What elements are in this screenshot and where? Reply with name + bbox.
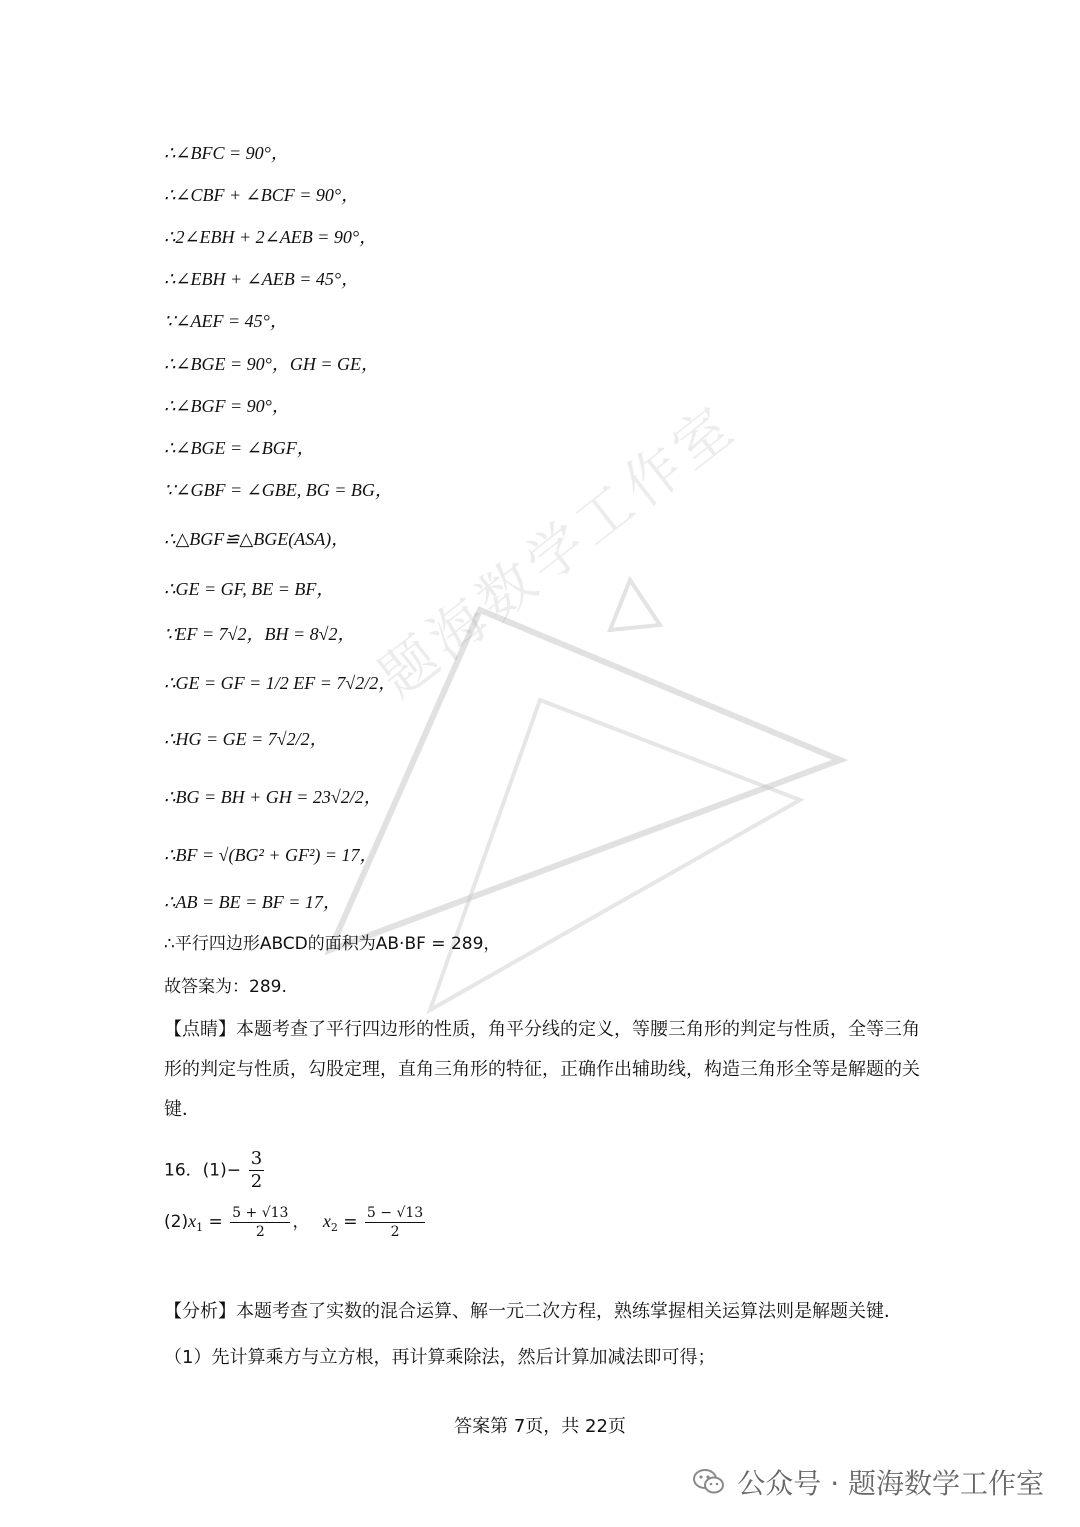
q16-x2-numerator: 5 − √13 [366,1205,424,1221]
q16-part2-label: (2) [164,1212,189,1232]
solution-line-16-text: ∴BF = √(BG² + GF²) = 17， [164,845,378,865]
solution-line-11-text: ∴GE = GF, BE = BF， [164,579,335,599]
solution-line-3 [164,226,377,249]
solution-line-14-text: ∴HG = GE = 7√2/2， [164,729,328,749]
solution-line-7 [164,395,290,418]
solution-line-18-text: ∴平行四边形ABCD的面积为AB·BF = 289， [164,934,501,954]
solution-line-12 [164,623,356,646]
solution-line-8-text: ∴∠BGE = ∠BGF， [164,438,315,458]
solution-line-17-text: ∴AB = BE = BF = 17， [164,892,341,912]
q16-ans1-numerator: 3 [250,1148,263,1169]
solution-line-9 [164,479,393,502]
solution-line-10 [164,528,349,551]
solution-line-13-text: ∴GE = GF = 1/2 EF = 7√2/2， [164,673,397,693]
watermark-text: 题海数学工作室 [367,392,750,711]
solution-line-10-text: ∴△BGF≌△BGE(ASA)， [164,529,350,549]
q16-x1-numerator: 5 + √13 [232,1205,289,1221]
q16-ans1-denominator: 2 [250,1171,263,1192]
solution-line-19 [164,976,287,998]
solution-line-15-text: ∴BG = BH + GH = 23√2/2， [164,787,382,807]
fenxi-paragraph: 【分析】本题考查了实数的混合运算、解一元二次方程，熟练掌握相关运算法则是解题关键． [164,1301,902,1322]
q16-x1-denominator: 2 [255,1224,265,1240]
dianjing-paragraph: 【点睛】本题考查了平行四边形的性质，角平分线的定义，等腰三角形的判定与性质，全等三角形的判定与性质，勾股定理，直角三角形的特征，正确作出辅助线，构造三角形全等是解题的关键． [164,1019,920,1120]
solution-line-3-text: ∴2∠EBH + 2∠AEB = 90°， [164,227,378,247]
step1-paragraph: （1）先计算乘方与立方根，再计算乘除法，然后计算加减法即可得； [164,1347,716,1368]
solution-line-2 [164,184,359,207]
solution-line-18 [164,933,500,955]
solution-line-4 [164,268,359,291]
wechat-icon [691,1464,727,1500]
solution-line-4-text: ∴∠EBH + ∠AEB = 45°， [164,269,360,289]
account-credit-text: 公众号 · 题海数学工作室 [737,1467,1044,1500]
account-credit [691,1462,1044,1502]
solution-line-12-text: ∵EF = 7√2，BH = 8√2， [164,624,356,644]
solution-line-7-text: ∴∠BGF = 90°， [164,396,290,416]
q16-x2-denominator: 2 [390,1224,400,1240]
solution-line-8 [164,437,315,460]
q16-part1 [164,1148,266,1193]
q16-x2-fraction [365,1204,425,1241]
q16-label: 16．(1)− [164,1160,241,1181]
solution-line-13 [164,672,396,695]
solution-line-16 [164,844,378,867]
page-footer: 答案第 7页，共 22页 [454,1416,626,1437]
q16-x1-fraction [230,1204,290,1241]
solution-line-1 [164,142,289,165]
solution-line-17 [164,891,341,914]
solution-line-5 [164,310,288,333]
solution-line-14 [164,728,328,751]
solution-line-1-text: ∴∠BFC = 90°， [164,143,289,163]
q16-ans1-fraction [249,1148,264,1193]
solution-line-6-text: ∴∠BGE = 90°，GH = GE， [164,354,380,374]
solution-line-6 [164,353,379,376]
solution-line-2-text: ∴∠CBF + ∠BCF = 90°， [164,185,360,205]
solution-line-9-text: ∵∠GBF = ∠GBE, BG = BG， [164,480,393,500]
q16-part2: $(2)x_1$ = $\frac{5 + √13}{2}$ ， $x_2$ = $\frac{5 - √13}{2}$ [164,1205,424,1240]
solution-line-19-text: 故答案为：289. [164,977,287,997]
solution-line-5-text: ∵∠AEF = 45°， [164,311,288,331]
solution-line-11 [164,578,334,601]
solution-line-15 [164,786,382,809]
